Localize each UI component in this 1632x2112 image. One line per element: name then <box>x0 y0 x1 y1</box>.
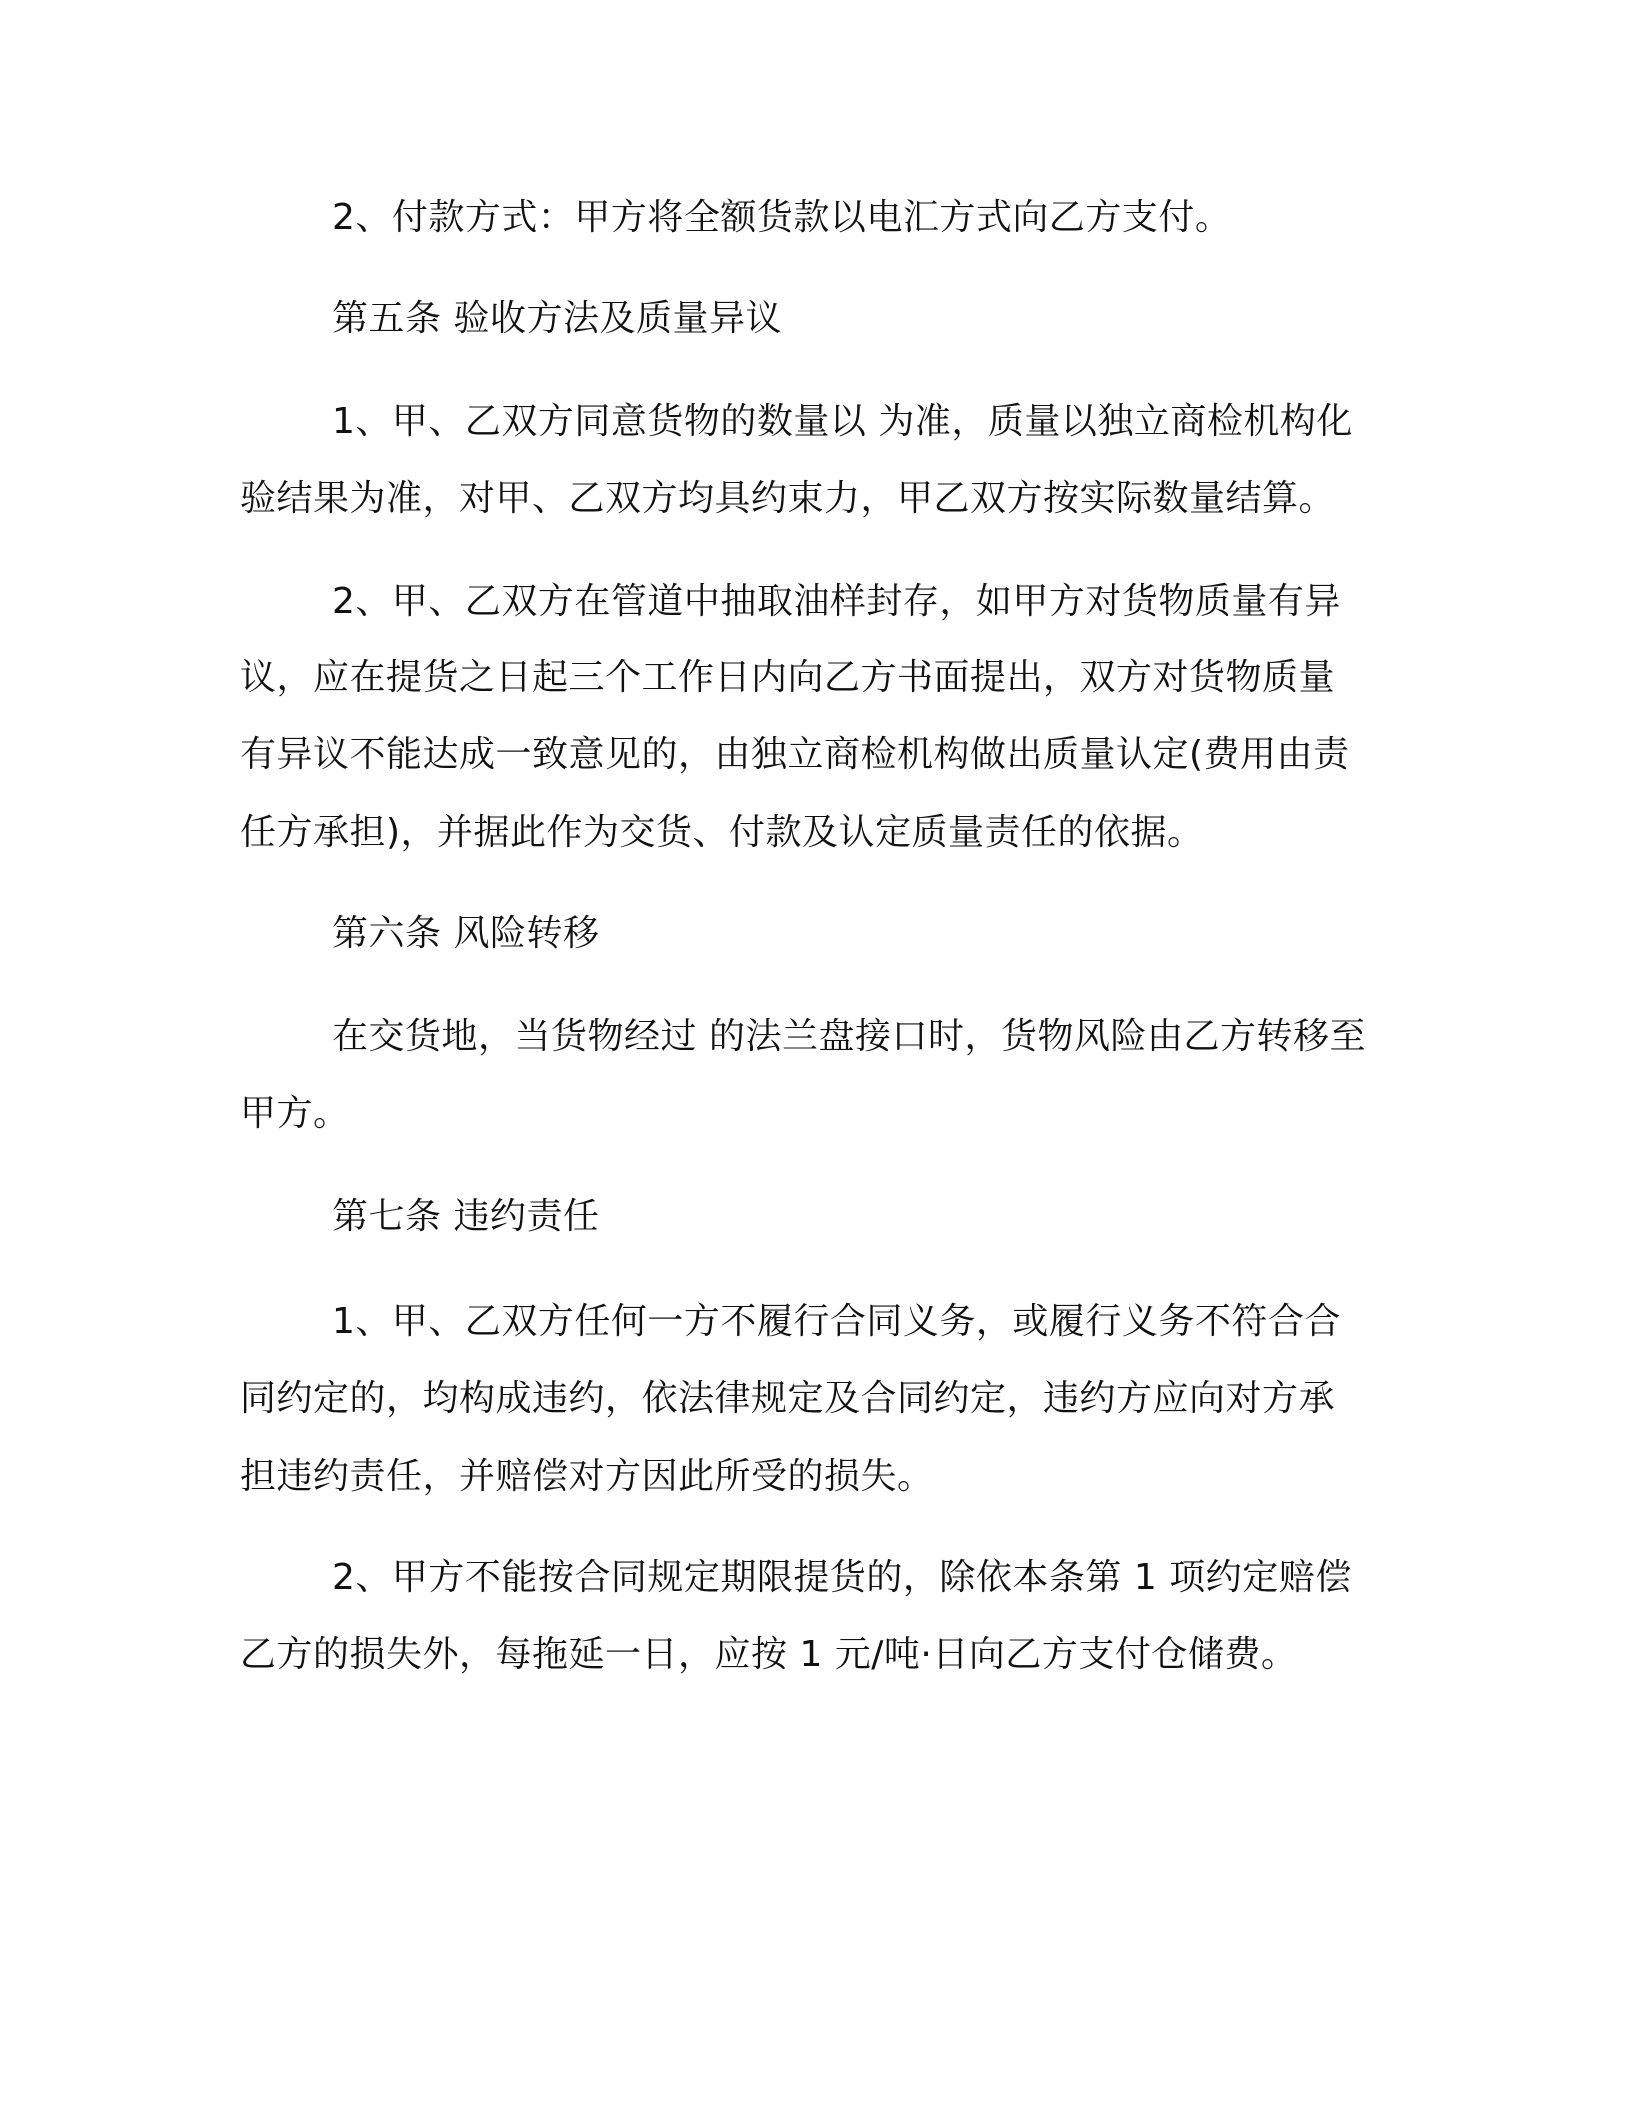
article-5-item-1-line-1: 1、甲、乙双方同意货物的数量以 为准，质量以独立商检机构化 <box>332 401 1353 442</box>
article-6-body-line-1: 在交货地，当货物经过 的法兰盘接口时，货物风险由乙方转移至 <box>332 1016 1366 1057</box>
payment-method-clause: 2、付款方式：甲方将全额货款以电汇方式向乙方支付。 <box>332 197 1232 238</box>
article-6-heading: 第六条 风险转移 <box>332 913 600 954</box>
article-5-heading: 第五条 验收方法及质量异议 <box>332 298 782 339</box>
article-7-item-2-line-2: 乙方的损失外，每拖延一日，应按 1 元/吨·日向乙方支付仓储费。 <box>240 1634 1298 1675</box>
article-7-heading: 第七条 违约责任 <box>332 1196 600 1237</box>
article-5-item-2-line-3: 有异议不能达成一致意见的，由独立商检机构做出质量认定(费用由责 <box>240 734 1350 775</box>
article-7-item-1-line-3: 担违约责任，并赔偿对方因此所受的损失。 <box>240 1456 934 1497</box>
article-7-item-1-line-1: 1、甲、乙双方任何一方不履行合同义务，或履行义务不符合合 <box>332 1301 1341 1342</box>
article-5-item-2-line-4: 任方承担)，并据此作为交货、付款及认定质量责任的依据。 <box>240 812 1204 853</box>
article-5-item-1-line-2: 验结果为准，对甲、乙双方均具约束力，甲乙双方按实际数量结算。 <box>240 478 1336 519</box>
article-6-body-line-2: 甲方。 <box>240 1093 350 1134</box>
article-5-item-2-line-2: 议，应在提货之日起三个工作日内向乙方书面提出，双方对货物质量 <box>240 657 1336 698</box>
article-5-item-2-line-1: 2、甲、乙双方在管道中抽取油样封存，如甲方对货物质量有异 <box>332 581 1341 622</box>
article-7-item-1-line-2: 同约定的，均构成违约，依法律规定及合同约定，违约方应向对方承 <box>240 1378 1336 1419</box>
article-7-item-2-line-1: 2、甲方不能按合同规定期限提货的，除依本条第 1 项约定赔偿 <box>332 1557 1352 1598</box>
